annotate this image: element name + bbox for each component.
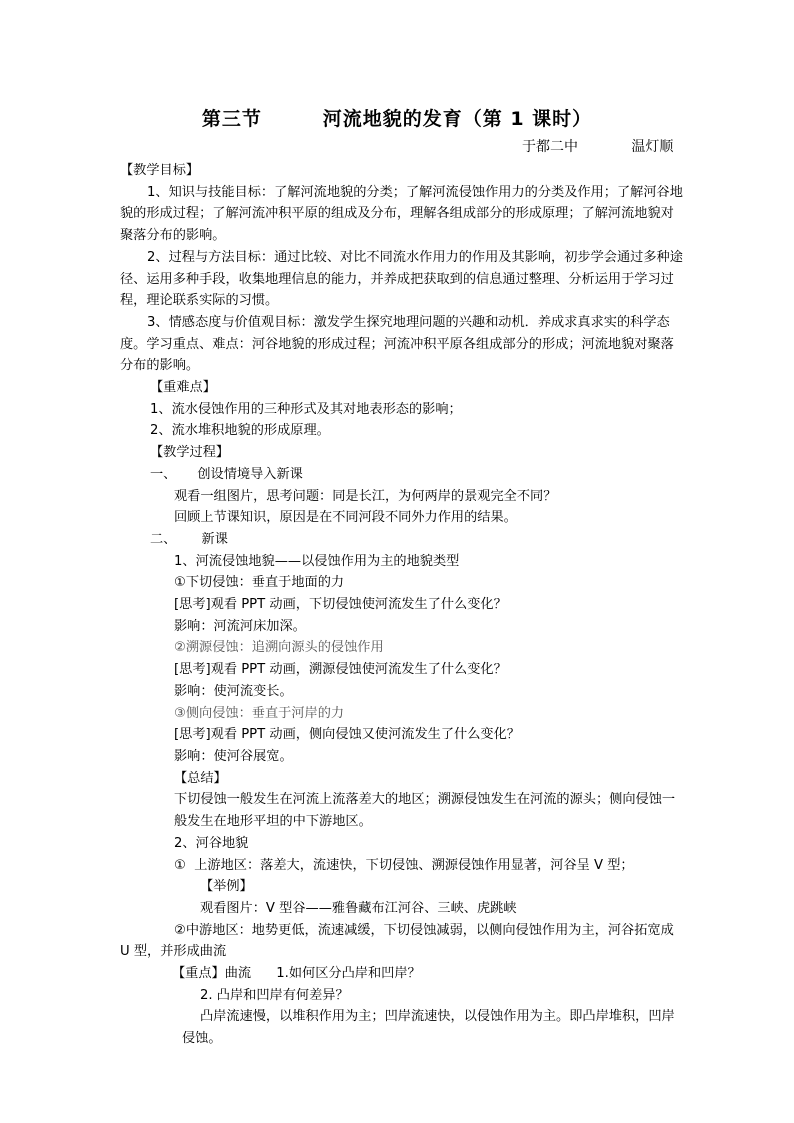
example-text: 观看图片：V 型谷——雅鲁藏布江河谷、三峡、虎跳峡	[200, 900, 517, 916]
valley-heading: 2、河谷地貌	[174, 835, 249, 851]
effect-lateral: 影响：使河谷展宽。	[174, 748, 293, 764]
page-title: 第三节 河流地貌的发育（第 1 课时）	[201, 108, 593, 130]
keypoint-1: 1、流水侵蚀作用的三种形式及其对地表形态的影响；	[150, 401, 462, 417]
step-2-heading: 二、 新课	[150, 531, 228, 547]
example-heading: 【举例】	[200, 879, 253, 895]
down-cutting: ①下切侵蚀：垂直于地面的力	[174, 575, 345, 591]
step-1-line-1: 观看一组图片，思考问题：同是长江，为何两岸的景观完全不同？	[174, 488, 557, 504]
meander-answer: 凸岸流速慢，以堆积作用为主；凹岸流速快，以侵蚀作用为主。即凸岸堆积，凹岸侵蚀。	[182, 1009, 675, 1047]
middle-reach: ②中游地区：地势更低，流速减缓，下切侵蚀减弱，以侧向侵蚀作用为主，河谷拓宽成 U 型，并形成曲流	[120, 922, 674, 960]
keypoint-2: 2、流水堆积地貌的形成原理。	[150, 423, 330, 439]
section-heading-keypoints: 【重难点】	[150, 380, 216, 396]
headward-erosion: ②溯源侵蚀：追溯向源头的侵蚀作用	[174, 640, 384, 656]
think-headward: [思考]观看 PPT 动画，溯源侵蚀使河流发生了什么变化？	[174, 662, 507, 678]
think-lateral: [思考]观看 PPT 动画，侧向侵蚀又使河流发生了什么变化？	[174, 727, 520, 743]
erosion-heading: 1、河流侵蚀地貌——以侵蚀作用为主的地貌类型	[174, 553, 460, 569]
meander-heading: 【重点】曲流 1.如何区分凸岸和凹岸？	[172, 966, 421, 982]
think-down-cutting: [思考]观看 PPT 动画，下切侵蚀使河流发生了什么变化？	[174, 597, 507, 613]
meander-question-2: 2. 凸岸和凹岸有何差异？	[200, 987, 349, 1003]
objective-process: 2、过程与方法目标：通过比较、对比不同流水作用力的作用及其影响，初步学会通过多种途径、运用多种手段，收集地理信息的能力，并养成把获取到的信息通过整理、分析运用于学习过程，理论联系实际的习惯。	[120, 249, 683, 309]
summary-text: 下切侵蚀一般发生在河流上流落差大的地区；溯源侵蚀发生在河流的源头；侧向侵蚀一般发生在地形平坦的中下游地区。	[174, 792, 676, 830]
summary-heading: 【总结】	[174, 770, 227, 786]
step-1-line-2: 回顾上节课知识，原因是在不同河段不同外力作用的结果。	[174, 510, 517, 526]
effect-down-cutting: 影响：河流河床加深。	[174, 618, 306, 634]
step-1-heading: 一、 创设情境导入新课	[150, 466, 303, 482]
objective-knowledge: 1、知识与技能目标：了解河流地貌的分类；了解河流侵蚀作用力的分类及作用；了解河谷地貌的形成过程；了解河流冲积平原的组成及分布，理解各组成部分的形成原理；了解河流地貌对聚落分布的影响。	[120, 184, 683, 244]
document-body	[120, 160, 685, 1050]
objective-attitude: 3、情感态度与价值观目标：激发学生探究地理问题的兴趣和动机．养成求真求实的科学态度。学习重点、难点：河谷地貌的形成过程；河流冲积平原各组成部分的形成；河流地貌对聚落分布的影响。	[120, 314, 674, 374]
section-heading-objectives: 【教学目标】	[120, 163, 200, 178]
lateral-erosion: ③侧向侵蚀：垂直于河岸的力	[174, 705, 345, 721]
author-line: 于都二中 温灯顺	[522, 139, 674, 155]
effect-headward: 影响：使河流变长。	[174, 683, 293, 699]
upper-reach: ① 上游地区：落差大，流速快，下切侵蚀、溯源侵蚀作用显著，河谷呈 V 型；	[174, 857, 634, 873]
section-heading-process: 【教学过程】	[150, 445, 230, 461]
